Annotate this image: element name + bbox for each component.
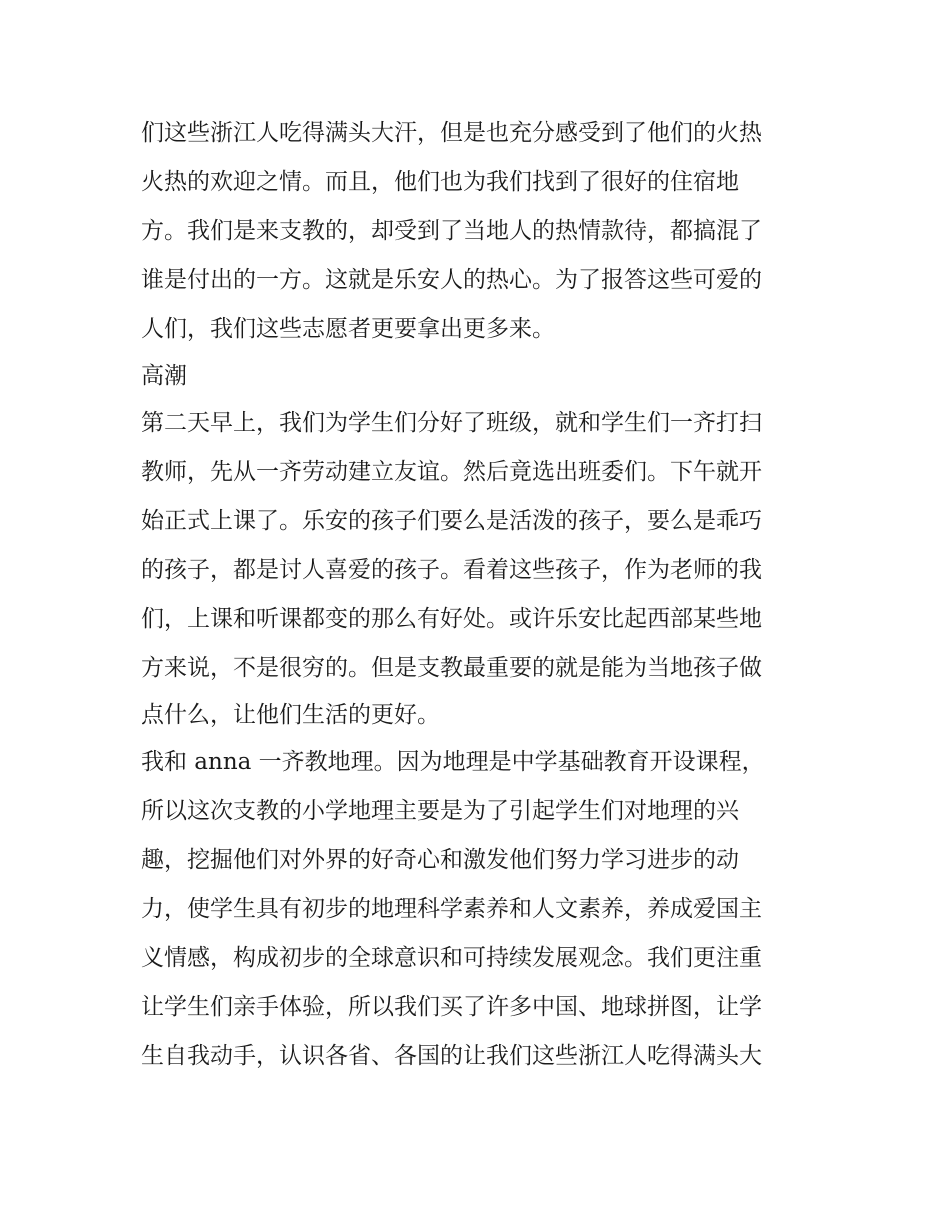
text-line: 方来说，不是很穷的。但是支教最重要的就是能为当地孩子做 <box>141 655 762 681</box>
text-line: 火热的欢迎之情。而且，他们也为我们找到了很好的住宿地 <box>141 169 739 195</box>
section-heading: 高潮 <box>141 363 187 389</box>
text-line: 让学生们亲手体验，所以我们买了许多中国、地球拼图，让学 <box>141 994 762 1020</box>
text-line: 们，上课和听课都变的那么有好处。或许乐安比起西部某些地 <box>141 606 762 632</box>
text-line: 第二天早上，我们为学生们分好了班级，就和学生们一齐打扫 <box>141 410 762 436</box>
text-line: 所以这次支教的小学地理主要是为了引起学生们对地理的兴 <box>141 798 739 824</box>
text-line: 方。我们是来支教的，却受到了当地人的热情款待，都搞混了 <box>141 218 762 244</box>
text-line: 生自我动手，认识各省、各国的让我们这些浙江人吃得满头大 <box>141 1043 762 1069</box>
text-line: 点什么，让他们生活的更好。 <box>141 702 440 728</box>
text-line: 教师，先从一齐劳动建立友谊。然后竟选出班委们。下午就开 <box>141 459 762 485</box>
text-line: 们这些浙江人吃得满头大汗，但是也充分感受到了他们的火热 <box>141 120 762 146</box>
text-line: 始正式上课了。乐安的孩子们要么是活泼的孩子，要么是乖巧 <box>141 508 762 534</box>
text-line: 力，使学生具有初步的地理科学素养和人文素养，养成爱国主 <box>141 896 762 922</box>
text-line: 义情感，构成初步的全球意识和可持续发展观念。我们更注重 <box>141 945 762 971</box>
document-body <box>141 109 821 1081</box>
text-line: 我和 anna 一齐教地理。因为地理是中学基础教育开设课程， <box>141 749 765 775</box>
text-line: 趣，挖掘他们对外界的好奇心和激发他们努力学习进步的动 <box>141 847 739 873</box>
text-line: 谁是付出的一方。这就是乐安人的热心。为了报答这些可爱的 <box>141 267 762 293</box>
text-line: 的孩子，都是讨人喜爱的孩子。看着这些孩子，作为老师的我 <box>141 557 762 583</box>
text-line: 人们，我们这些志愿者更要拿出更多来。 <box>141 316 555 342</box>
